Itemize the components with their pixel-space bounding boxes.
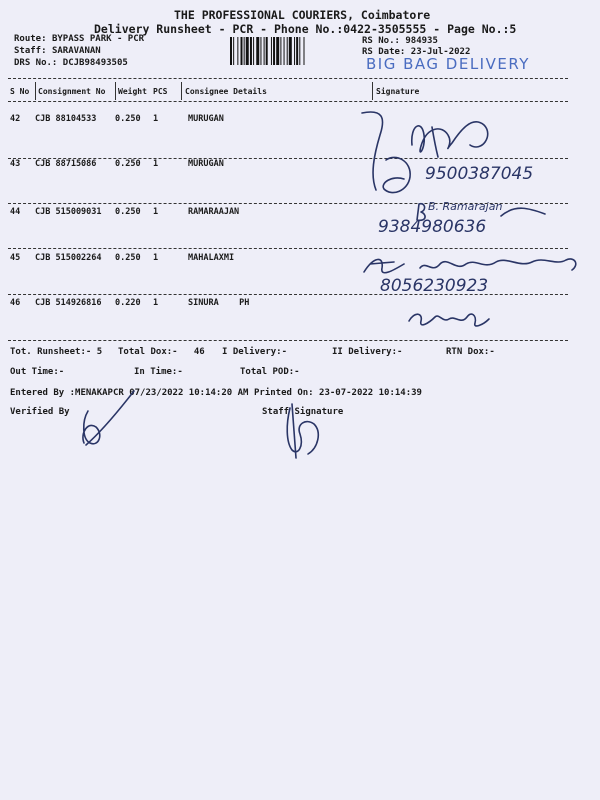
col-header-consignment: Consignment No	[38, 87, 106, 96]
verified-by: Verified By	[10, 407, 70, 417]
rs-no-label: RS No.:	[362, 36, 400, 46]
row-sno: 43	[10, 159, 21, 169]
entered-by: Entered By :MENAKAPCR 07/23/2022 10:14:20 AM	[10, 388, 249, 398]
col-divider	[115, 82, 116, 100]
page-title: Delivery Runsheet - PCR - Phone No.:0422-3505555 - Page No.:5	[94, 22, 517, 36]
signature-phone-row45: 8056230923	[380, 276, 489, 296]
row-consignee: MURUGAN	[188, 114, 224, 124]
col-header-weight: Weight	[118, 87, 147, 96]
row-pcs: 1	[153, 207, 159, 217]
barcode	[230, 37, 362, 65]
row-weight: 0.250	[115, 207, 141, 217]
staff-value: SARAVANAN	[51, 46, 101, 56]
row-consignment: CJB 515009031	[35, 207, 102, 217]
row-weight: 0.250	[115, 159, 141, 169]
signature-phone-row43: 9500387045	[425, 164, 534, 184]
row-sno: 46	[10, 298, 21, 308]
signature-name-row44: B. Ramarajan	[428, 200, 503, 213]
printed-on: Printed On: 23-07-2022 10:14:39	[254, 388, 422, 398]
staff-line	[14, 46, 101, 56]
signature-row46	[405, 305, 495, 331]
rs-no-value: 984935	[405, 36, 438, 46]
table-rule-bottom	[8, 340, 568, 341]
row-pcs: 1	[153, 159, 159, 169]
drs-line	[14, 58, 128, 68]
row-consignment: CJB 514926816	[35, 298, 102, 308]
row-consignee: MAHALAXMI	[188, 253, 235, 263]
row-consignee: RAMARAAJAN	[188, 207, 240, 217]
i-delivery: I Delivery:-	[222, 347, 288, 357]
header-rule-top	[8, 78, 568, 79]
row-consignment: CJB 515002264	[35, 253, 102, 263]
col-header-pcs: PCS	[153, 87, 168, 96]
drs-label: DRS No.:	[14, 58, 58, 68]
route-value: BYPASS PARK - PCR	[51, 34, 145, 44]
signature-phone-row44: 9384980636	[378, 217, 487, 237]
staff-signature	[278, 398, 338, 462]
col-header-consignee: Consignee Details	[185, 87, 267, 96]
row-consignment: CJB 88104533	[35, 114, 97, 124]
verifier-signature	[68, 385, 148, 455]
row-separator	[8, 248, 568, 249]
big-bag-delivery-stamp: BIG BAG DELIVERY	[366, 55, 530, 73]
rs-no-line	[362, 36, 438, 46]
out-time: Out Time:-	[10, 367, 65, 377]
staff-label: Staff:	[14, 46, 47, 56]
col-divider	[35, 82, 36, 100]
signature-row42-43	[352, 105, 512, 200]
row-weight: 0.220	[115, 298, 141, 308]
row-pcs: 1	[153, 114, 159, 124]
row-pcs: 1	[153, 253, 159, 263]
total-pod: Total POD:-	[240, 367, 300, 377]
header-rule-bottom	[8, 101, 568, 102]
row-consignment: CJB 88715086	[35, 159, 97, 169]
rs-date-label: RS Date:	[362, 47, 406, 57]
row-sno: 45	[10, 253, 21, 263]
tot-runsheet: Tot. Runsheet:- 5	[10, 347, 103, 357]
row-sno: 44	[10, 207, 21, 217]
col-header-sno: S No	[10, 87, 30, 96]
row-weight: 0.250	[115, 253, 141, 263]
total-dox: Total Dox:- 46	[118, 347, 205, 357]
staff-signature-label: Staff Signature	[262, 407, 344, 417]
route-line	[14, 34, 144, 44]
rtn-dox: RTN Dox:-	[446, 347, 495, 357]
company-name: THE PROFESSIONAL COURIERS, Coimbatore	[174, 8, 431, 22]
drs-value: DCJB98493505	[62, 58, 128, 68]
row-consignee: MURUGAN	[188, 159, 224, 169]
col-divider	[181, 82, 182, 100]
row-pcs: 1	[153, 298, 159, 308]
row-weight: 0.250	[115, 114, 141, 124]
col-divider	[372, 82, 373, 100]
in-time: In Time:-	[134, 367, 183, 377]
col-header-signature: Signature	[376, 87, 420, 96]
row-sno: 42	[10, 114, 21, 124]
ii-delivery: II Delivery:-	[332, 347, 403, 357]
route-label: Route:	[14, 34, 47, 44]
rs-date-value: 23-Jul-2022	[410, 47, 471, 57]
row-consignee: SINURA PH	[188, 298, 250, 308]
